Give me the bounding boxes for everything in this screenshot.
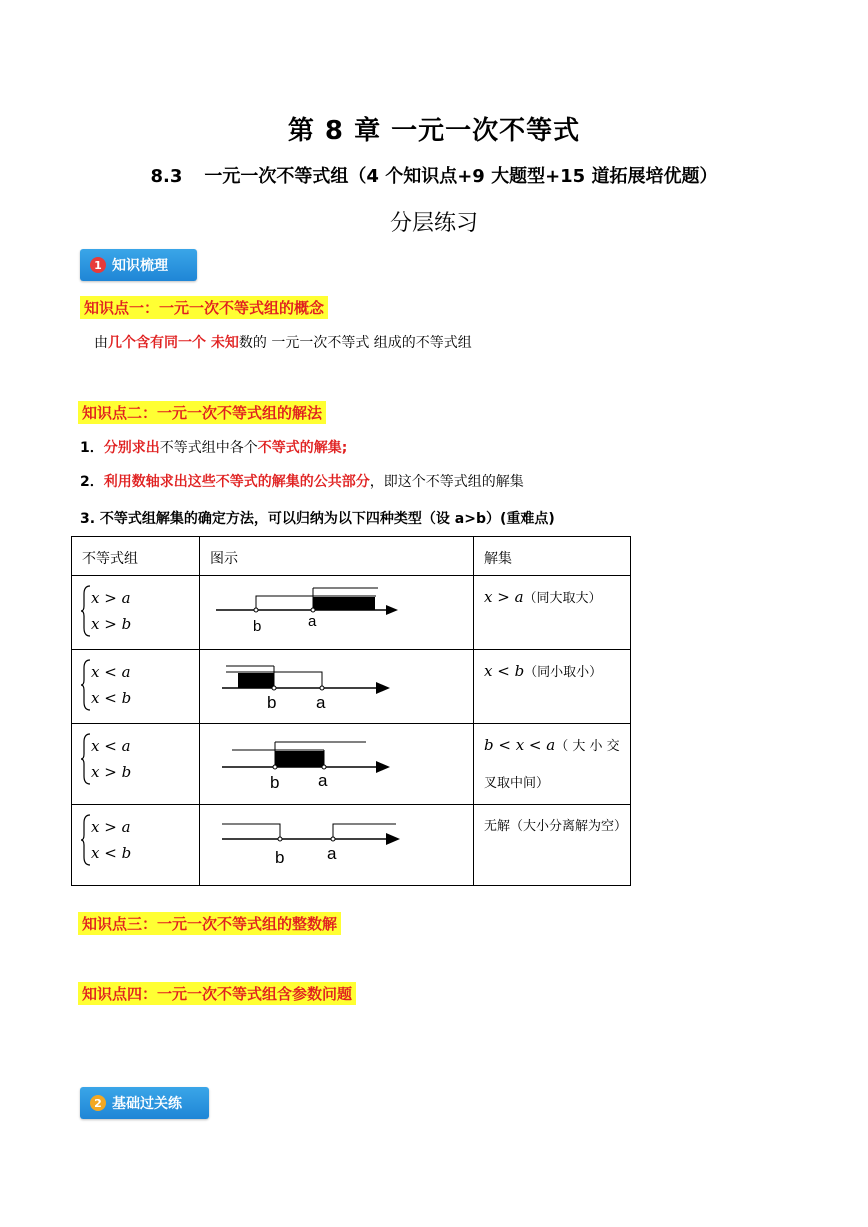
knowledge-point-2-title: 知识点二：一元一次不等式组的解法 [78, 401, 326, 424]
header-cell [72, 537, 200, 576]
section-heading: 一元一次不等式组（4 个知识点+9 大题型+15 道拓展培优题） [204, 166, 718, 187]
kp1-definition [94, 332, 472, 352]
number-line-diagram [200, 724, 473, 800]
solution-cell [474, 650, 631, 724]
def-text-b: 几个含有同一个 未知 [108, 335, 239, 351]
def-text-a: 由 [94, 335, 108, 351]
diagram-cell [200, 650, 474, 724]
inequality-2: x < b [91, 689, 132, 707]
table-row [72, 724, 631, 805]
solution-math: b < x < a [484, 736, 556, 754]
inequality-1: x < a [91, 663, 131, 681]
label-a: a [318, 771, 328, 790]
kp2-item-3: 3. 不等式组解集的确定方法，可以归纳为以下四种类型（设 a>b）(重难点) [80, 511, 555, 527]
inequality-2: x > b [91, 763, 132, 781]
label-a: a [316, 693, 326, 712]
item-2-red: 利用数轴求出这些不等式的解集的公共部分 [103, 474, 370, 490]
item-1-mid: 不等式组中各个 [159, 440, 258, 456]
diagram-cell [200, 576, 474, 650]
solution-text: （同小取小） [524, 665, 603, 680]
header-diagram: 图示 [210, 551, 238, 567]
label-b: b [253, 618, 262, 635]
item-1-number: 1． [80, 440, 104, 456]
inequality-2: x < b [91, 844, 132, 862]
number-one-badge-icon: 1 [90, 257, 106, 273]
item-1-red-a: 分别求出 [103, 440, 160, 456]
table-row [72, 805, 631, 886]
system-cell [72, 650, 200, 724]
label-b: b [267, 693, 277, 712]
label-b: b [275, 848, 285, 867]
knowledge-point-4-title: 知识点四：一元一次不等式组含参数问题 [78, 982, 356, 1005]
practice-title: 分层练习 [389, 211, 478, 236]
solution-math: x > a [484, 588, 524, 606]
table-row [72, 576, 631, 650]
system-cell [72, 724, 200, 805]
knowledge-summary-label: 知识梳理 [112, 258, 168, 274]
basic-practice-banner [80, 1087, 209, 1119]
header-inequality: 不等式组 [82, 551, 138, 567]
solution-cell [474, 805, 631, 886]
system-cell [72, 576, 200, 650]
solution-math: x < b [484, 662, 525, 680]
number-line-diagram [200, 576, 473, 645]
solution-cell [474, 576, 631, 650]
solution-text: （同大取大） [523, 591, 602, 606]
header-cell [200, 537, 474, 576]
item-2-number: 2． [80, 474, 104, 490]
number-line-diagram [200, 805, 473, 881]
diagram-cell [200, 805, 474, 886]
table-row [72, 650, 631, 724]
header-solution: 解集 [484, 551, 512, 567]
solution-set-table [71, 536, 631, 886]
inequality-1: x < a [91, 737, 131, 755]
inequality-2: x > b [91, 615, 132, 633]
system-cell [72, 805, 200, 886]
label-a: a [308, 613, 317, 630]
number-two-badge-icon: 2 [90, 1095, 106, 1111]
diagram-cell [200, 724, 474, 805]
item-1-red-b: 不等式的解集; [257, 440, 348, 456]
label-a: a [327, 844, 337, 863]
chapter-title: 第 8 章 一元一次不等式 [287, 116, 581, 146]
knowledge-point-3-title: 知识点三：一元一次不等式组的整数解 [78, 912, 341, 935]
label-b: b [270, 773, 280, 792]
item-2-rest: ，即这个不等式组的解集 [369, 474, 524, 490]
inequality-1: x > a [91, 818, 131, 836]
solution-text: （ 大 小 交叉取中间） [484, 739, 620, 791]
solution-cell [474, 724, 631, 805]
knowledge-point-1-title: 知识点一：一元一次不等式组的概念 [80, 296, 328, 319]
section-number: 8.3 [150, 166, 183, 187]
solution-text: 无解（大小分离解为空） [484, 819, 628, 834]
number-line-diagram [200, 650, 473, 719]
kp2-item-2 [80, 471, 524, 491]
inequality-1: x > a [91, 589, 131, 607]
knowledge-summary-banner [80, 249, 197, 281]
section-title [0, 162, 868, 188]
def-text-c: 数的 一元一次不等式 组成的不等式组 [238, 335, 472, 351]
basic-practice-label: 基础过关练 [112, 1096, 182, 1112]
kp2-item-1 [80, 437, 347, 457]
